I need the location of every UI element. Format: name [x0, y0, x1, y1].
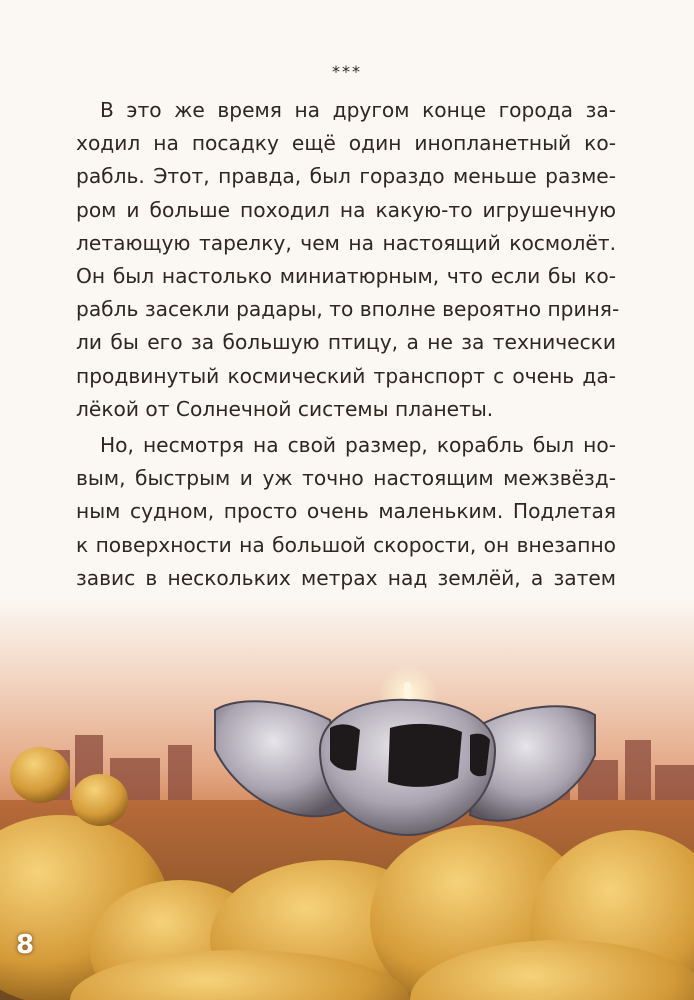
page-number: 8: [16, 930, 35, 960]
paragraph-1: [76, 94, 620, 426]
section-separator: ***: [332, 62, 362, 81]
text-line: ром и больше походил на какую-то игрушечную: [76, 197, 616, 222]
text-line: ходил на посадку ещё один инопланетный ко-: [76, 131, 616, 156]
text-line: ли бы его за большую птицу, а не за технически: [76, 330, 616, 355]
text-line: продвинутый космический транспорт с очень да-: [76, 363, 616, 388]
text-line: В это же время на другом конце города за-: [100, 98, 616, 122]
text-line: вым, быстрым и уж точно настоящим межзвёзд-: [76, 466, 616, 491]
text-line: лёкой от Солнечной системы планеты.: [76, 396, 494, 421]
text-line: ным судном, просто очень маленьким. Подлетая: [76, 499, 616, 524]
text-line: рабль. Этот, правда, был гораздо меньше разме-: [76, 164, 616, 189]
paragraph-2: [76, 429, 616, 628]
text-line: рабль засекли радары, то вполне вероятно приня-: [76, 297, 620, 322]
flying-saucer-illustration: [0, 600, 694, 1000]
story-text: [76, 94, 620, 631]
text-line: к поверхности на большой скорости, он внезапно: [76, 532, 616, 557]
text-line: Он был настолько миниатюрным, что если бы ко-: [76, 264, 616, 289]
text-line: Но, несмотря на свой размер, корабль был но-: [100, 433, 616, 458]
text-line: завис в нескольких метрах над землёй, а затем: [76, 565, 616, 590]
text-line: летающую тарелку, чем на настоящий космолёт.: [76, 230, 616, 255]
